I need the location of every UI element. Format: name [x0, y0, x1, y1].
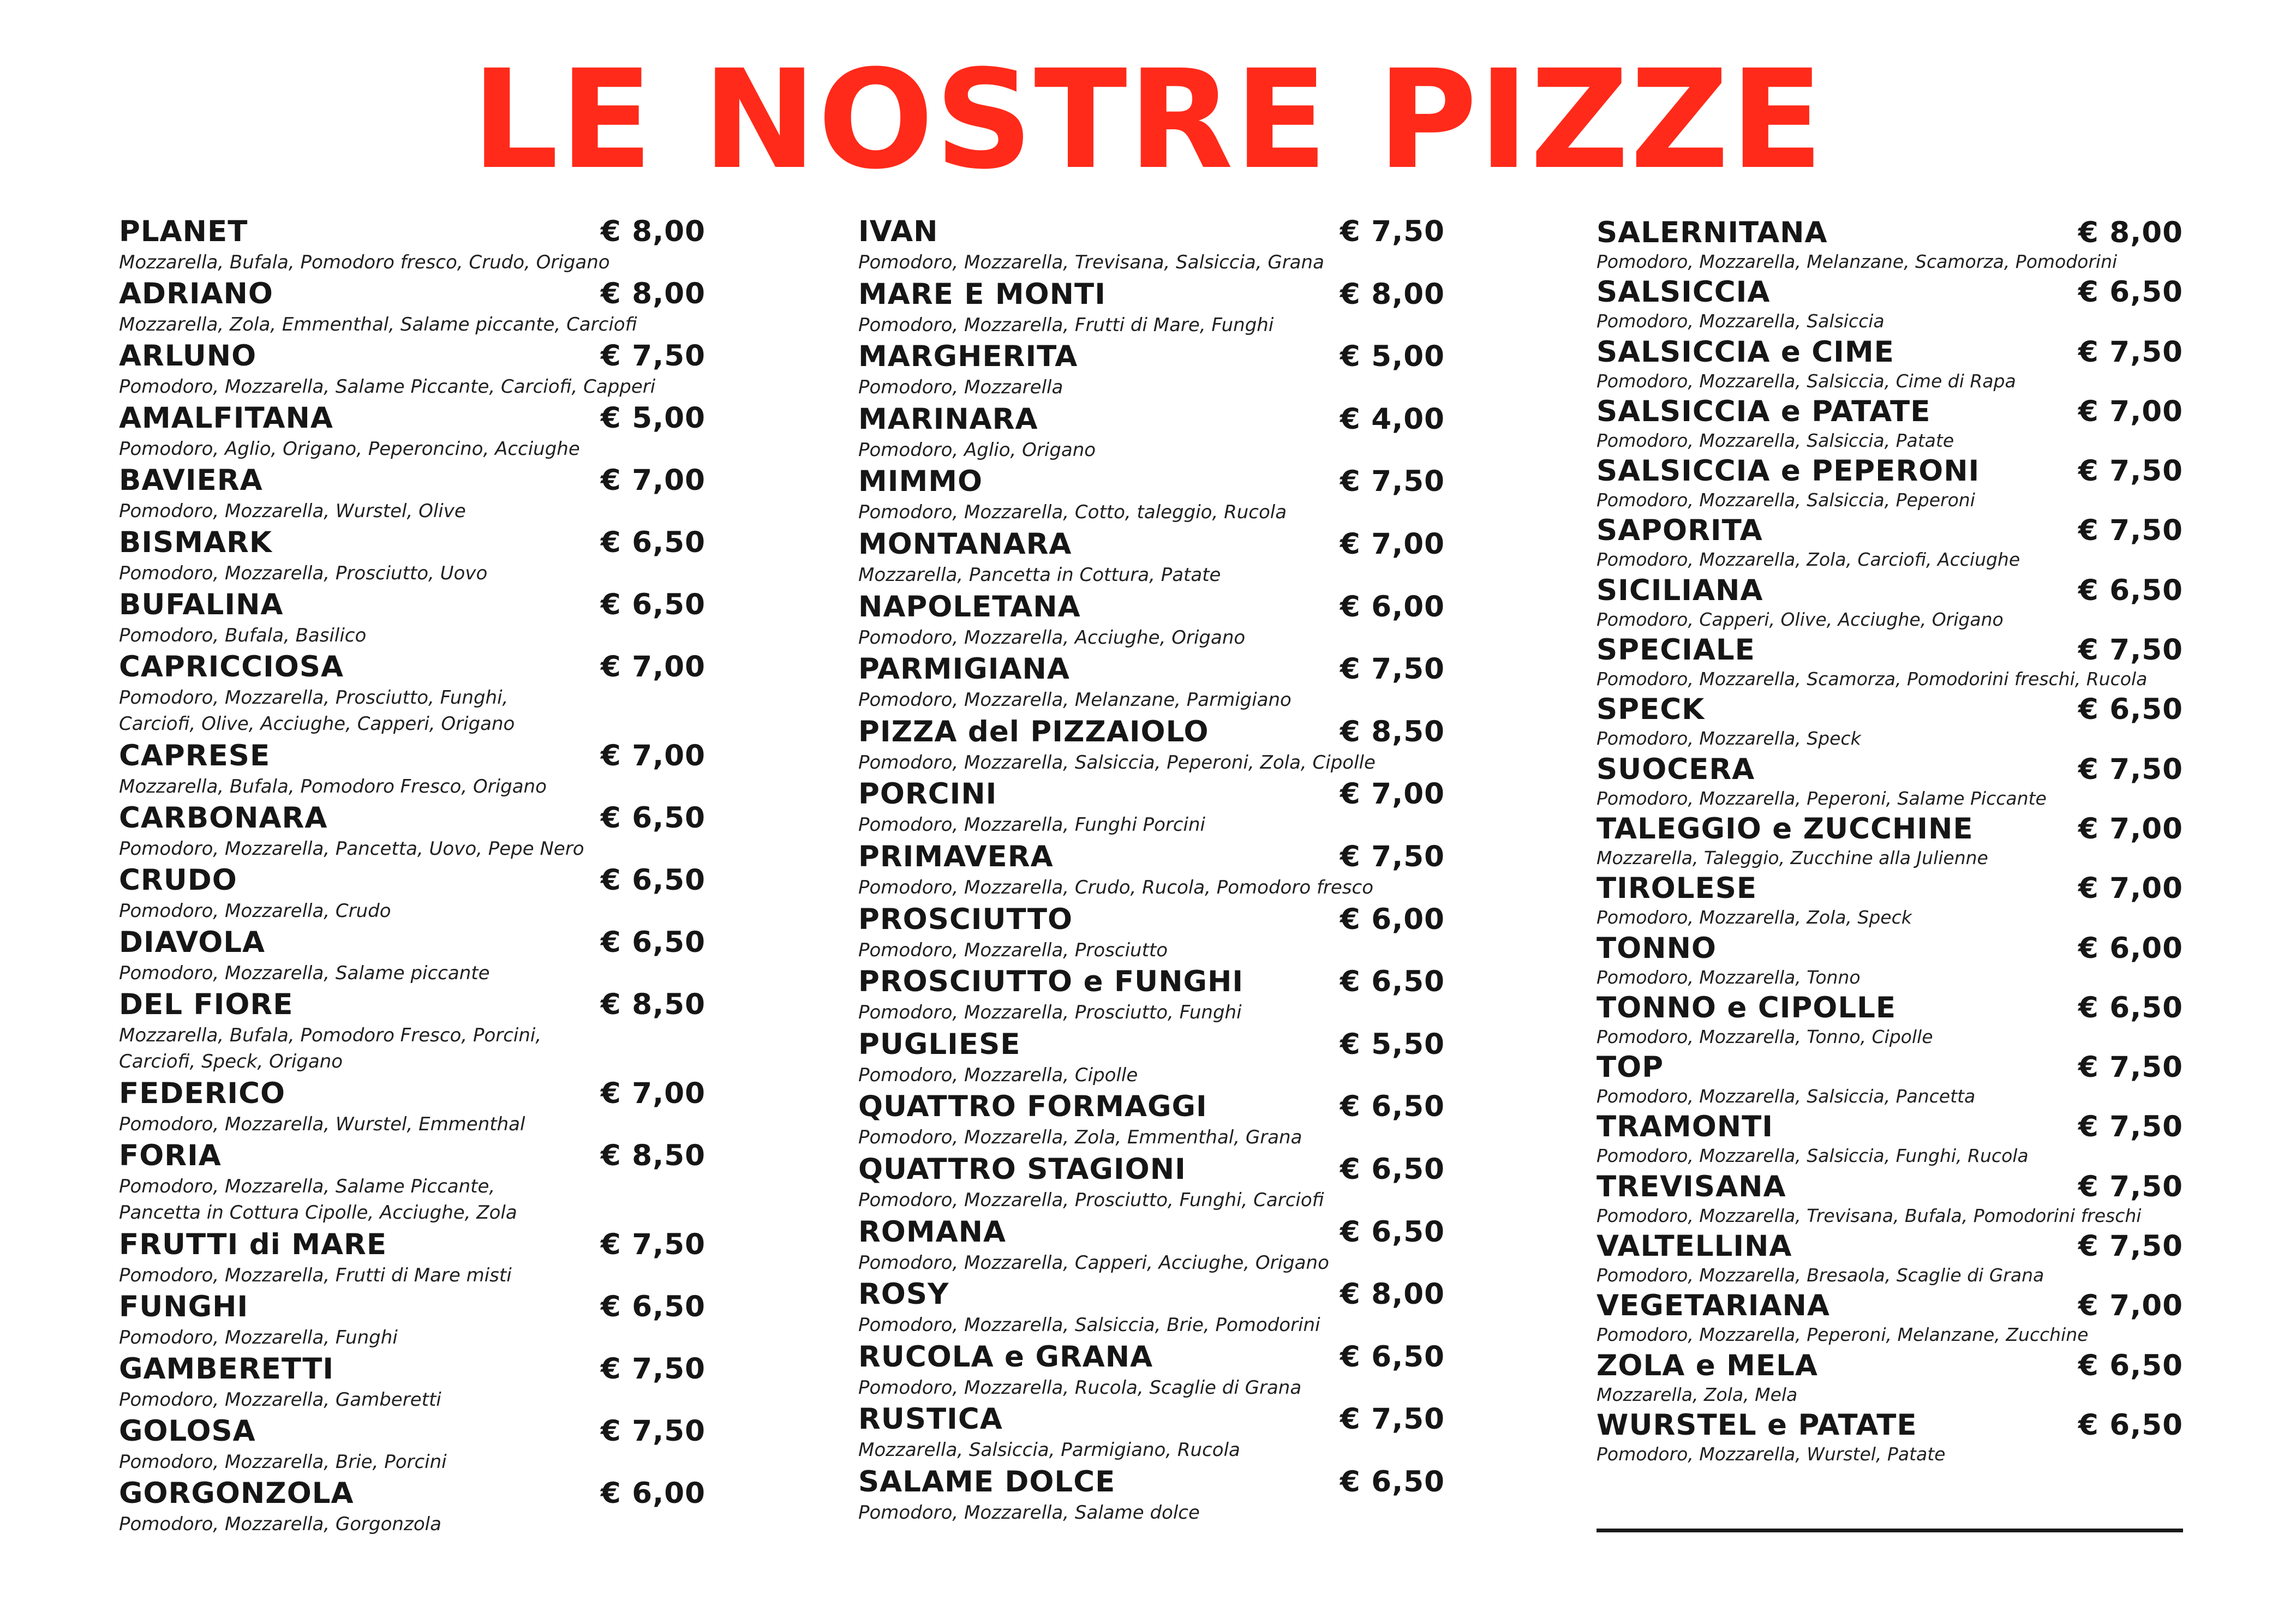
pizza-name: SALERNITANA	[1597, 216, 1828, 249]
pizza-ingredients: Pomodoro, Mozzarella, Salsiccia, Cime di Rapa	[1597, 370, 2016, 392]
pizza-name: PUGLIESE	[858, 1027, 1021, 1061]
pizza-name: CARBONARA	[119, 801, 328, 835]
pizza-price: € 6,50	[600, 526, 705, 559]
pizza-name: BUFALINA	[119, 588, 284, 621]
pizza-price: € 7,50	[600, 1415, 705, 1448]
pizza-name: CAPRESE	[119, 739, 271, 772]
pizza-price: € 6,50	[2078, 1349, 2183, 1382]
pizza-name: RUCOLA e GRANA	[858, 1340, 1153, 1374]
pizza-name: SALAME DOLCE	[858, 1465, 1116, 1499]
pizza-price: € 7,50	[2078, 454, 2183, 488]
menu-item	[1597, 1110, 2183, 1170]
pizza-ingredients: Pomodoro, Mozzarella, Salame piccante	[119, 962, 490, 984]
pizza-name: MIMMO	[858, 465, 983, 499]
pizza-name: SALSICCIA e PEPERONI	[1597, 454, 1980, 488]
pizza-name: CRUDO	[119, 864, 237, 897]
menu-item	[119, 650, 705, 739]
pizza-price: € 7,50	[2078, 1051, 2183, 1084]
pizza-ingredients: Pomodoro, Mozzarella, Trevisana, Salsiccia, Grana	[858, 251, 1324, 273]
bottom-divider	[1597, 1529, 2183, 1532]
pizza-name: BAVIERA	[119, 464, 263, 497]
pizza-name: QUATTRO STAGIONI	[858, 1152, 1186, 1186]
menu-item	[1597, 395, 2183, 454]
pizza-price: € 4,00	[1340, 402, 1445, 436]
pizza-ingredients: Pomodoro, Mozzarella, Salame dolce	[858, 1501, 1200, 1524]
pizza-ingredients: Pomodoro, Aglio, Origano, Peperoncino, Acciughe	[119, 438, 580, 460]
pizza-name: MARE E MONTI	[858, 277, 1106, 311]
pizza-name: MARINARA	[858, 402, 1038, 436]
pizza-ingredients: Pomodoro, Mozzarella	[858, 376, 1063, 399]
menu-item	[1597, 693, 2183, 752]
pizza-price: € 6,00	[2078, 931, 2183, 965]
pizza-ingredients: Pomodoro, Mozzarella, Frutti di Mare, Funghi	[858, 314, 1274, 336]
menu-item	[1597, 991, 2183, 1051]
pizza-name: QUATTRO FORMAGGI	[858, 1090, 1207, 1124]
pizza-ingredients: Mozzarella, Salsiccia, Parmigiano, Rucola	[858, 1439, 1240, 1461]
pizza-ingredients: Pomodoro, Mozzarella, Bresaola, Scaglie di Grana	[1597, 1265, 2044, 1286]
pizza-ingredients: Pomodoro, Mozzarella, Cipolle	[858, 1064, 1138, 1086]
pizza-ingredients: Pomodoro, Mozzarella, Zola, Emmenthal, Grana	[858, 1126, 1302, 1149]
menu-item	[119, 588, 705, 650]
pizza-ingredients: Pomodoro, Mozzarella, Wurstel, Olive	[119, 500, 466, 522]
pizza-ingredients: Pomodoro, Mozzarella, Salsiccia, Pancetta	[1597, 1086, 1976, 1107]
pizza-ingredients: Mozzarella, Zola, Mela	[1597, 1383, 1798, 1405]
pizza-ingredients: Pomodoro, Mozzarella, Salsiccia, Brie, Pomodorini	[858, 1314, 1320, 1337]
menu-item	[119, 739, 705, 801]
pizza-name: TREVISANA	[1597, 1170, 1786, 1203]
pizza-name: FUNGHI	[119, 1290, 249, 1323]
pizza-name: MARGHERITA	[858, 340, 1078, 374]
menu-item	[119, 863, 705, 925]
pizza-price: € 8,00	[600, 215, 705, 248]
pizza-price: € 6,00	[1340, 590, 1445, 624]
pizza-ingredients: Pomodoro, Mozzarella, Salsiccia	[1597, 310, 1885, 332]
pizza-ingredients: Pomodoro, Mozzarella, Prosciutto	[858, 939, 1168, 961]
menu-column-2	[858, 214, 1445, 1527]
pizza-name: SPECIALE	[1597, 633, 1755, 667]
pizza-ingredients: Pomodoro, Mozzarella, Prosciutto, Funghi, Carciofi, Olive, Acciughe, Capperi, Origano	[119, 687, 515, 735]
menu-item	[858, 1340, 1445, 1403]
pizza-ingredients: Mozzarella, Zola, Emmenthal, Salame piccante, Carciofi	[119, 314, 637, 335]
pizza-name: VEGETARIANA	[1597, 1289, 1830, 1323]
pizza-ingredients: Pomodoro, Mozzarella, Zola, Carciofi, Acciughe	[1597, 549, 2020, 571]
pizza-price: € 6,50	[1340, 965, 1445, 999]
pizza-name: IVAN	[858, 215, 938, 248]
pizza-ingredients: Pomodoro, Mozzarella, Crudo, Rucola, Pomodoro fresco	[858, 876, 1374, 898]
pizza-name: TALEGGIO e ZUCCHINE	[1597, 812, 1974, 846]
pizza-ingredients: Pomodoro, Mozzarella, Peperoni, Melanzane, Zucchine	[1597, 1324, 2089, 1346]
pizza-ingredients: Pomodoro, Mozzarella, Acciughe, Origano	[858, 626, 1246, 649]
pizza-ingredients: Pomodoro, Mozzarella, Cotto, taleggio, Rucola	[858, 501, 1287, 524]
menu-column-1	[119, 214, 705, 1538]
pizza-price: € 7,50	[1340, 840, 1445, 873]
pizza-price: € 5,00	[600, 401, 705, 435]
menu-item	[1597, 753, 2183, 812]
pizza-ingredients: Pomodoro, Mozzarella, Salame Piccante, Carciofi, Capperi	[119, 376, 656, 398]
pizza-ingredients: Pomodoro, Mozzarella, Capperi, Acciughe, Origano	[858, 1251, 1329, 1274]
menu-item	[119, 1138, 705, 1227]
pizza-ingredients: Mozzarella, Pancetta in Cottura, Patate	[858, 564, 1221, 586]
pizza-price: € 6,50	[1340, 1090, 1445, 1124]
pizza-ingredients: Mozzarella, Bufala, Pomodoro fresco, Crudo, Origano	[119, 251, 610, 273]
menu-item	[119, 1414, 705, 1476]
menu-item	[858, 715, 1445, 777]
pizza-ingredients: Pomodoro, Mozzarella, Salsiccia, Funghi, Rucola	[1597, 1145, 2029, 1167]
menu-item	[1597, 1051, 2183, 1110]
pizza-ingredients: Pomodoro, Mozzarella, Salsiccia, Peperoni	[1597, 489, 1975, 511]
menu-item	[119, 1076, 705, 1138]
menu-item	[1597, 1409, 2183, 1468]
pizza-price: € 7,50	[2078, 514, 2183, 548]
pizza-name: BISMARK	[119, 526, 272, 559]
menu-item	[119, 401, 705, 463]
pizza-price: € 7,00	[1340, 527, 1445, 561]
pizza-price: € 6,50	[2078, 275, 2183, 309]
pizza-name: GORGONZOLA	[119, 1477, 354, 1510]
pizza-name: ROSY	[858, 1278, 949, 1311]
pizza-ingredients: Pomodoro, Mozzarella, Wurstel, Patate	[1597, 1443, 1946, 1465]
pizza-name: TRAMONTI	[1597, 1110, 1774, 1144]
menu-item	[1597, 1289, 2183, 1349]
pizza-price: € 7,00	[600, 464, 705, 497]
pizza-ingredients: Pomodoro, Mozzarella, Funghi	[119, 1327, 398, 1349]
pizza-price: € 6,50	[1340, 1340, 1445, 1374]
pizza-price: € 6,50	[2078, 1408, 2183, 1442]
menu-item	[119, 1227, 705, 1290]
pizza-name: TOP	[1597, 1051, 1664, 1084]
pizza-ingredients: Mozzarella, Taleggio, Zucchine alla Julienne	[1597, 847, 1988, 868]
pizza-name: ROMANA	[858, 1215, 1006, 1249]
pizza-name: FRUTTI di MARE	[119, 1228, 387, 1261]
pizza-price: € 7,50	[600, 339, 705, 373]
pizza-ingredients: Pomodoro, Mozzarella, Gamberetti	[119, 1389, 441, 1411]
menu-item	[1597, 335, 2183, 395]
pizza-ingredients: Pomodoro, Mozzarella, Pancetta, Uovo, Pepe Nero	[119, 838, 584, 860]
menu-item	[119, 214, 705, 277]
pizza-price: € 5,50	[1340, 1027, 1445, 1061]
pizza-price: € 6,50	[600, 588, 705, 621]
pizza-ingredients: Pomodoro, Mozzarella, Frutti di Mare misti	[119, 1265, 512, 1286]
pizza-name: VALTELLINA	[1597, 1230, 1792, 1263]
pizza-price: € 7,00	[2078, 872, 2183, 906]
menu-item	[858, 1152, 1445, 1215]
menu-item	[858, 1402, 1445, 1465]
pizza-price: € 8,00	[2078, 216, 2183, 249]
pizza-ingredients: Pomodoro, Mozzarella, Prosciutto, Uovo	[119, 562, 488, 584]
menu-item	[858, 277, 1445, 340]
pizza-ingredients: Pomodoro, Mozzarella, Funghi Porcini	[858, 814, 1205, 836]
pizza-name: RUSTICA	[858, 1403, 1003, 1436]
menu-item	[858, 214, 1445, 277]
pizza-ingredients: Pomodoro, Mozzarella, Zola, Speck	[1597, 907, 1912, 928]
menu-item	[1597, 1230, 2183, 1289]
pizza-price: € 7,00	[2078, 394, 2183, 428]
pizza-price: € 7,00	[600, 1077, 705, 1110]
pizza-ingredients: Mozzarella, Bufala, Pomodoro Fresco, Porcini, Carciofi, Speck, Origano	[119, 1024, 542, 1072]
pizza-ingredients: Pomodoro, Mozzarella, Prosciutto, Funghi	[858, 1002, 1242, 1024]
pizza-price: € 6,50	[600, 926, 705, 959]
pizza-name: ADRIANO	[119, 277, 273, 310]
menu-item	[119, 1290, 705, 1352]
pizza-price: € 8,50	[600, 1139, 705, 1172]
pizza-name: ARLUNO	[119, 339, 257, 373]
pizza-price: € 7,50	[1340, 215, 1445, 248]
pizza-ingredients: Pomodoro, Mozzarella, Salsiccia, Peperoni, Zola, Cipolle	[858, 751, 1376, 774]
pizza-ingredients: Pomodoro, Mozzarella, Salsiccia, Patate	[1597, 429, 1954, 451]
pizza-name: SALSICCIA e CIME	[1597, 335, 1894, 369]
menu-item	[858, 402, 1445, 465]
pizza-ingredients: Pomodoro, Mozzarella, Wurstel, Emmenthal	[119, 1113, 525, 1135]
pizza-ingredients: Pomodoro, Mozzarella, Scamorza, Pomodorini freschi, Rucola	[1597, 668, 2148, 690]
pizza-ingredients: Pomodoro, Mozzarella, Trevisana, Bufala, Pomodorini freschi	[1597, 1204, 2142, 1226]
menu-item	[1597, 454, 2183, 514]
menu-item	[1597, 574, 2183, 633]
pizza-name: GOLOSA	[119, 1415, 256, 1448]
menu-item	[1597, 1170, 2183, 1230]
pizza-name: PROSCIUTTO e FUNGHI	[858, 965, 1244, 999]
pizza-name: ZOLA e MELA	[1597, 1349, 1818, 1382]
pizza-name: GAMBERETTI	[119, 1352, 334, 1386]
pizza-name: PRIMAVERA	[858, 840, 1054, 873]
menu-item	[858, 1465, 1445, 1527]
pizza-name: SALSICCIA	[1597, 275, 1771, 309]
menu-item	[858, 902, 1445, 965]
menu-item	[119, 1352, 705, 1414]
menu-item	[858, 652, 1445, 715]
menu-item	[1597, 1349, 2183, 1409]
pizza-price: € 6,50	[2078, 693, 2183, 727]
menu-item	[119, 339, 705, 401]
pizza-ingredients: Mozzarella, Bufala, Pomodoro Fresco, Origano	[119, 776, 547, 798]
pizza-name: CAPRICCIOSA	[119, 650, 344, 684]
menu-title: LE NOSTRE PIZZE	[471, 40, 1825, 199]
pizza-name: PIZZA del PIZZAIOLO	[858, 715, 1209, 748]
pizza-price: € 6,00	[600, 1477, 705, 1510]
pizza-ingredients: Pomodoro, Bufala, Basilico	[119, 625, 367, 646]
pizza-ingredients: Pomodoro, Mozzarella, Melanzane, Scamorza, Pomodorini	[1597, 251, 2118, 272]
pizza-price: € 7,50	[2078, 1170, 2183, 1203]
pizza-ingredients: Pomodoro, Capperi, Olive, Acciughe, Origano	[1597, 608, 2004, 630]
pizza-ingredients: Pomodoro, Mozzarella, Tonno	[1597, 966, 1861, 988]
menu-item	[858, 339, 1445, 402]
menu-item	[1597, 514, 2183, 573]
pizza-price: € 6,50	[600, 864, 705, 897]
pizza-name: FORIA	[119, 1139, 222, 1172]
pizza-price: € 6,50	[2078, 991, 2183, 1024]
pizza-price: € 7,50	[2078, 752, 2183, 786]
menu-item	[119, 1476, 705, 1538]
menu-item	[858, 527, 1445, 590]
pizza-name: NAPOLETANA	[858, 590, 1081, 624]
pizza-price: € 6,50	[600, 1290, 705, 1323]
pizza-name: SICILIANA	[1597, 573, 1763, 607]
pizza-name: AMALFITANA	[119, 401, 333, 435]
pizza-name: MONTANARA	[858, 527, 1072, 561]
menu-item	[119, 463, 705, 525]
pizza-price: € 6,50	[1340, 1152, 1445, 1186]
menu-item	[858, 464, 1445, 527]
pizza-name: TONNO	[1597, 931, 1717, 965]
pizza-price: € 6,50	[2078, 573, 2183, 607]
pizza-ingredients: Pomodoro, Mozzarella, Prosciutto, Funghi, Carciofi	[858, 1189, 1324, 1211]
menu-item	[858, 1089, 1445, 1152]
menu-item	[1597, 812, 2183, 872]
pizza-price: € 8,50	[1340, 715, 1445, 748]
pizza-name: TIROLESE	[1597, 872, 1757, 906]
pizza-name: PARMIGIANA	[858, 652, 1070, 686]
pizza-price: € 7,50	[1340, 1403, 1445, 1436]
pizza-name: SUOCERA	[1597, 752, 1755, 786]
menu-item	[1597, 275, 2183, 335]
menu-item	[119, 277, 705, 339]
pizza-price: € 7,50	[1340, 652, 1445, 686]
pizza-name: SAPORITA	[1597, 514, 1763, 548]
pizza-price: € 6,50	[1340, 1465, 1445, 1499]
menu-column-3	[1597, 216, 2183, 1468]
pizza-price: € 7,00	[1340, 777, 1445, 811]
pizza-price: € 6,00	[1340, 902, 1445, 936]
pizza-price: € 5,00	[1340, 340, 1445, 374]
menu-item	[858, 1215, 1445, 1278]
pizza-ingredients: Pomodoro, Mozzarella, Peperoni, Salame Piccante	[1597, 787, 2047, 809]
pizza-name: PORCINI	[858, 777, 997, 811]
pizza-price: € 8,50	[600, 988, 705, 1021]
pizza-ingredients: Pomodoro, Mozzarella, Brie, Porcini	[119, 1451, 447, 1473]
pizza-price: € 7,00	[2078, 1289, 2183, 1323]
pizza-price: € 7,00	[600, 739, 705, 772]
menu-item	[1597, 216, 2183, 275]
pizza-ingredients: Pomodoro, Aglio, Origano	[858, 439, 1096, 461]
menu-item	[119, 801, 705, 863]
menu-item	[858, 964, 1445, 1027]
pizza-name: PROSCIUTTO	[858, 902, 1073, 936]
pizza-ingredients: Pomodoro, Mozzarella, Salame Piccante, Pancetta in Cottura Cipolle, Acciughe, Zola	[119, 1176, 517, 1224]
pizza-price: € 6,50	[600, 801, 705, 835]
pizza-ingredients: Pomodoro, Mozzarella, Tonno, Cipolle	[1597, 1026, 1933, 1047]
pizza-price: € 7,00	[2078, 812, 2183, 846]
pizza-name: PLANET	[119, 215, 248, 248]
pizza-ingredients: Pomodoro, Mozzarella, Gorgonzola	[119, 1513, 441, 1535]
pizza-ingredients: Pomodoro, Mozzarella, Crudo	[119, 900, 391, 922]
pizza-price: € 8,00	[1340, 1278, 1445, 1311]
menu-item	[858, 1027, 1445, 1090]
menu-item	[858, 1277, 1445, 1340]
menu-item	[1597, 872, 2183, 931]
menu-item	[119, 987, 705, 1076]
pizza-name: WURSTEL e PATATE	[1597, 1408, 1917, 1442]
menu-item	[858, 777, 1445, 840]
pizza-ingredients: Pomodoro, Mozzarella, Speck	[1597, 728, 1861, 750]
pizza-name: TONNO e CIPOLLE	[1597, 991, 1897, 1024]
pizza-price: € 7,50	[2078, 633, 2183, 667]
pizza-name: SALSICCIA e PATATE	[1597, 394, 1931, 428]
menu-item	[119, 925, 705, 987]
menu-item	[858, 840, 1445, 902]
pizza-price: € 7,50	[2078, 1110, 2183, 1144]
pizza-name: DEL FIORE	[119, 988, 294, 1021]
pizza-ingredients: Pomodoro, Mozzarella, Melanzane, Parmigiano	[858, 689, 1291, 711]
pizza-price: € 7,50	[600, 1228, 705, 1261]
menu-item	[1597, 633, 2183, 693]
pizza-price: € 7,50	[2078, 335, 2183, 369]
pizza-price: € 8,00	[600, 277, 705, 310]
pizza-price: € 7,50	[1340, 465, 1445, 499]
pizza-price: € 7,50	[600, 1352, 705, 1386]
pizza-name: FEDERICO	[119, 1077, 286, 1110]
pizza-price: € 7,50	[2078, 1230, 2183, 1263]
pizza-name: DIAVOLA	[119, 926, 266, 959]
menu-item	[1597, 932, 2183, 991]
pizza-price: € 8,00	[1340, 277, 1445, 311]
pizza-ingredients: Pomodoro, Mozzarella, Rucola, Scaglie di Grana	[858, 1376, 1302, 1399]
menu-item	[119, 525, 705, 588]
pizza-price: € 7,00	[600, 650, 705, 684]
pizza-name: SPECK	[1597, 693, 1705, 727]
pizza-price: € 6,50	[1340, 1215, 1445, 1249]
menu-item	[858, 590, 1445, 652]
